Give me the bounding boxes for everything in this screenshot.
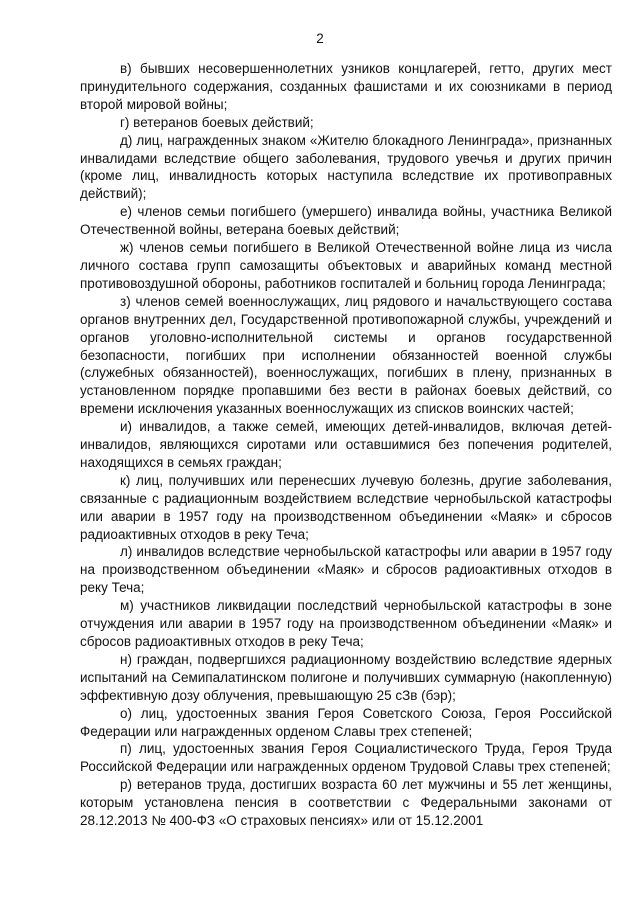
paragraph-o: о) лиц, удостоенных звания Героя Советского Союза, Героя Российской Федерации или награжденных орденом Славы трех степеней; bbox=[80, 705, 612, 739]
paragraph-zh: ж) членов семьи погибшего в Великой Отечественной войне лица из числа личного состава групп самозащиты объектовых и аварийных команд местной противовоздушной обороны, работников госпиталей и больниц города Ленинграда; bbox=[80, 240, 612, 291]
paragraph-n: н) граждан, подвергшихся радиационному воздействию вследствие ядерных испытаний на Семипалатинском полигоне и получивших суммарную (накопленную) эффективную дозу облучения, превышающую 25 сЗв (бэр); bbox=[80, 651, 612, 703]
paragraph-r: р) ветеранов труда, достигших возраста 60 лет мужчины и 55 лет женщины, которым установлена пенсия в соответствии с Федеральными законами от 28.12.2013 № 400-ФЗ «О страховых пенсиях» или от 15.12.2001 bbox=[80, 777, 612, 829]
paragraph-e: е) членов семьи погибшего (умершего) инвалида войны, участника Великой Отечественной войны, ветерана боевых действий; bbox=[80, 204, 612, 238]
paragraph-p: п) лиц, удостоенных звания Героя Социалистического Труда, Героя Труда Российской Федерации или награжденных орденом Трудовой Славы трех степеней; bbox=[80, 741, 612, 775]
paragraph-m: м) участников ликвидации последствий чернобыльской катастрофы в зоне отчуждения или аварии в 1957 году на производственном объединении «Маяк» и сбросов радиоактивных отходов в реку Теча; bbox=[80, 598, 612, 649]
paragraph-l: л) инвалидов вследствие чернобыльской катастрофы или аварии в 1957 году на производственном объединении «Маяк» и сбросов радиоактивных отходов в реку Теча; bbox=[80, 544, 612, 596]
paragraph-g: г) ветеранов боевых действий; bbox=[120, 114, 314, 130]
document-body bbox=[80, 60, 612, 830]
paragraph-z: з) членов семей военнослужащих, лиц рядового и начальствующего состава органов внутренних дел, Государственной противопожарной службы, учреждений и органов уголовно-исполнительной системы и органов государственной безопасности, погибших при исполнении обязанностей военной службы (служебных обязанностей), военнослужащих, погибших в плену, признанных в установленном порядке пропавшими без вести в районах боевых действий, со времени исключения указанных военнослужащих из списков воинских частей; bbox=[80, 293, 612, 417]
paragraph-i: и) инвалидов, а также семей, имеющих детей-инвалидов, включая детей-инвалидов, являющихся сиротами или оставшимися без попечения родителей, находящихся в семьях граждан; bbox=[80, 419, 612, 470]
paragraph-k: к) лиц, получивших или перенесших лучевую болезнь, другие заболевания, связанные с радиационным воздействием вследствие чернобыльской катастрофы или аварии в 1957 году на производственном объединении «Маяк» и сбросов радиоактивных отходов в реку Теча; bbox=[80, 472, 612, 542]
page-number: 2 bbox=[316, 31, 324, 46]
paragraph-d: д) лиц, награжденных знаком «Жителю блокадного Ленинграда», признанных инвалидами вследствие общего заболевания, трудового увечья и других причин (кроме лиц, инвалидность которых наступила вследствие их противоправных действий); bbox=[80, 132, 612, 202]
paragraph-v: в) бывших несовершеннолетних узников концлагерей, гетто, других мест принудительного содержания, созданных фашистами и их союзниками в период второй мировой войны; bbox=[80, 61, 612, 112]
